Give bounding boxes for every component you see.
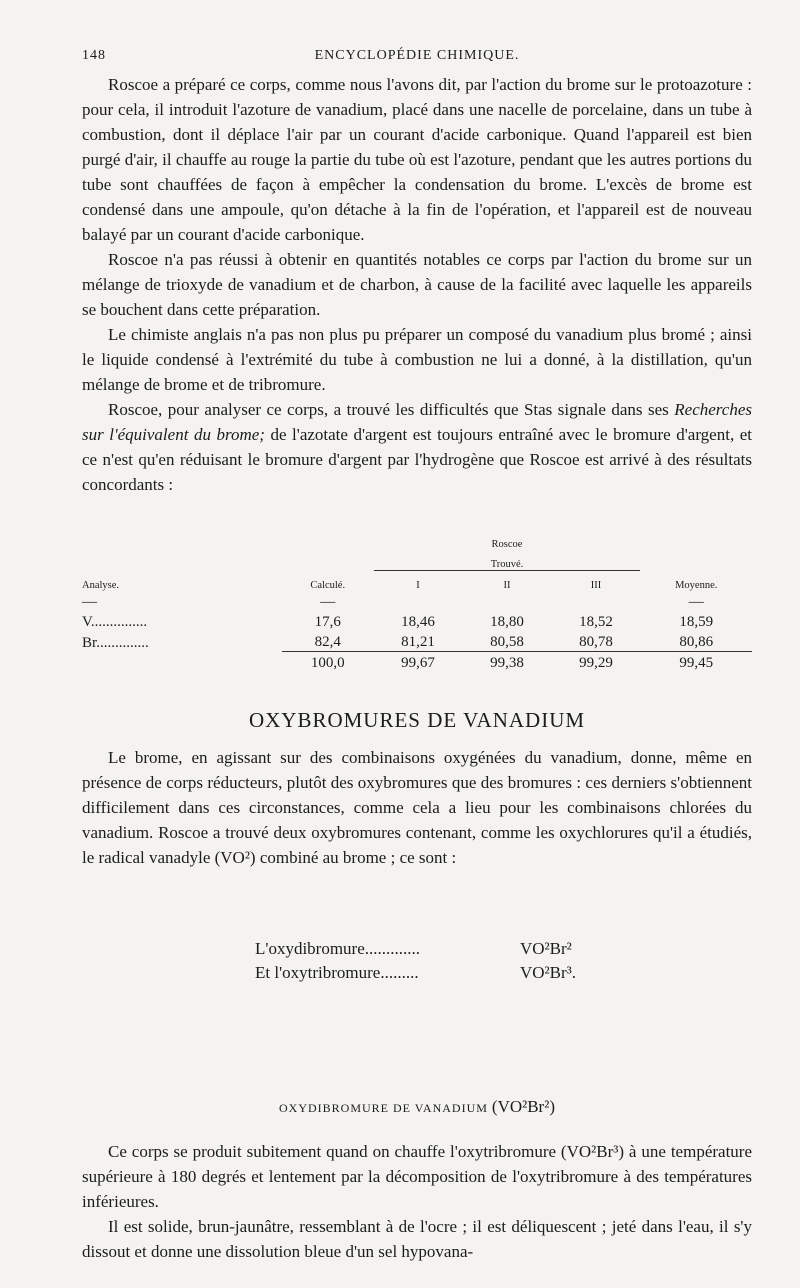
paragraph: Il est solide, brun-jaunâtre, ressemblant à de l'ocre ; il est déliquescent ; jeté dans l'eau, il s'y dissout et donne une dissolution bleue d'un sel hypovana- (82, 1217, 752, 1261)
cell-found: 18,46 (401, 614, 435, 630)
paragraph: Le brome, en agissant sur des combinaisons oxygénées du vanadium, donne, même en présence de corps réducteurs, plutôt des oxybromures que des bromures : ces derniers s'obtiennent difficilement dans ces circonstances, comme cela a lieu pour les combinaisons chlorées du vanadium. Roscoe a trouvé deux oxybromures contenant, comme les oxychlorures qu'il a étudiés, le radical vanadyle (VO²) combiné au brome ; ce sont : (82, 748, 752, 867)
formula-row (255, 937, 675, 961)
compound-formula: VO²Br² (520, 939, 572, 958)
subsection-title (82, 1097, 752, 1117)
cell-found: 81,21 (401, 634, 435, 650)
cell-found: 80,58 (490, 634, 524, 650)
total-found: 99,38 (462, 652, 551, 673)
subsection-formula: (VO²Br²) (491, 1097, 555, 1116)
subsection-title-text: OXYDIBROMURE DE VANADIUM (279, 1101, 488, 1115)
analysis-results-table (82, 530, 752, 672)
analysis-text-after: de l'azotate d'argent est toujours entraîné avec le bromure d'argent, et ce n'est qu'en réduisant le bromure d'argent par l'hydrogène que Roscoe est arrivé à des résultats concordants : (82, 425, 752, 494)
cell-found: 18,80 (490, 614, 524, 630)
page-number: 148 (82, 48, 106, 63)
compound-formula: VO²Br³. (520, 963, 576, 982)
dash: — (688, 594, 704, 610)
trial-header: II (462, 571, 551, 592)
cell-calcule: 82,4 (314, 634, 341, 650)
paragraph: Ce corps se produit subitement quand on chauffe l'oxytribromure (VO²Br³) à une température supérieure à 180 degrés et lentement par la décomposition de l'oxytribromure à des températures inférieures. (82, 1142, 752, 1211)
group-header-found: Trouvé. (490, 559, 524, 570)
cited-work-title: Recherches sur l'équivalent du brome; (82, 400, 752, 444)
table-row (82, 611, 752, 631)
row-label: V............... (82, 614, 148, 630)
compound-name: Et l'oxytribromure......... (255, 963, 419, 982)
table-row (82, 631, 752, 652)
formula-list (255, 937, 675, 985)
row-label: Br.............. (82, 634, 149, 651)
running-title: ENCYCLOPÉDIE CHIMIQUE. (314, 48, 520, 63)
formula-row (255, 961, 675, 985)
cell-moyenne: 18,59 (679, 614, 714, 630)
cell-calcule: 17,6 (314, 614, 341, 630)
total-calcule: 100,0 (282, 652, 374, 673)
group-header-author: Roscoe (491, 539, 523, 550)
table-total-row (82, 652, 752, 673)
section-title: OXYBROMURES DE VANADIUM (248, 708, 586, 732)
cell-found: 18,52 (579, 614, 613, 630)
table-group-header-row (82, 550, 752, 571)
total-found: 99,29 (551, 652, 640, 673)
paragraph: Roscoe a préparé ce corps, comme nous l'avons dit, par l'action du brome sur le protoazoture : pour cela, il introduit l'azoture de vanadium, placé dans une nacelle de porcelaine, dans un tube à combustion, dont il déplace l'air par un courant d'acide carbonique. Quand l'appareil est bien purgé d'air, il chauffe au rouge la partie du tube où est l'azoture, pendant que les autres portions du tube sont chauffées de façon à empêcher la condensation du brome. L'excès de brome est condensé dans une ampoule, qu'on détache à la fin de l'opération, et l'appareil est de nouveau balayé par un courant d'acide carbonique. (82, 75, 752, 244)
total-moyenne: 99,45 (640, 652, 752, 673)
dash: — (320, 594, 336, 610)
dash: — (82, 594, 97, 610)
intro-text (82, 72, 752, 497)
cell-found: 80,78 (579, 634, 613, 650)
compound-name: L'oxydibromure............. (255, 939, 421, 958)
column-header-moyenne: Moyenne. (675, 580, 718, 591)
table-group-header-row (82, 530, 752, 550)
page-header (82, 48, 752, 68)
trial-header: I (374, 571, 463, 592)
final-text (82, 1139, 752, 1264)
column-header-analyse: Analyse. (82, 580, 120, 591)
paragraph: Le chimiste anglais n'a pas non plus pu préparer un composé du vanadium plus bromé ; ainsi le liquide condensé à l'extrémité du tube à combustion ne lui a donné, à la distillation, qu'un mélange de brome et de tribromure. (82, 325, 752, 394)
trial-header: III (551, 571, 640, 592)
paragraph: Roscoe n'a pas réussi à obtenir en quantités notables ce corps par l'action du brome sur un mélange de trioxyde de vanadium et de charbon, à cause de la facilité avec laquelle les appareils se bouchent dans cette préparation. (82, 250, 752, 319)
column-header-calcule: Calculé. (310, 580, 346, 591)
cell-moyenne: 80,86 (679, 634, 714, 650)
table-dash-row (82, 591, 752, 611)
table-column-header-row (82, 571, 752, 592)
analysis-text-before: Roscoe, pour analyser ce corps, a trouvé les difficultés que Stas signale dans ses (108, 400, 675, 419)
section-text (82, 745, 752, 870)
total-found: 99,67 (374, 652, 463, 673)
analysis-paragraph (82, 397, 752, 497)
